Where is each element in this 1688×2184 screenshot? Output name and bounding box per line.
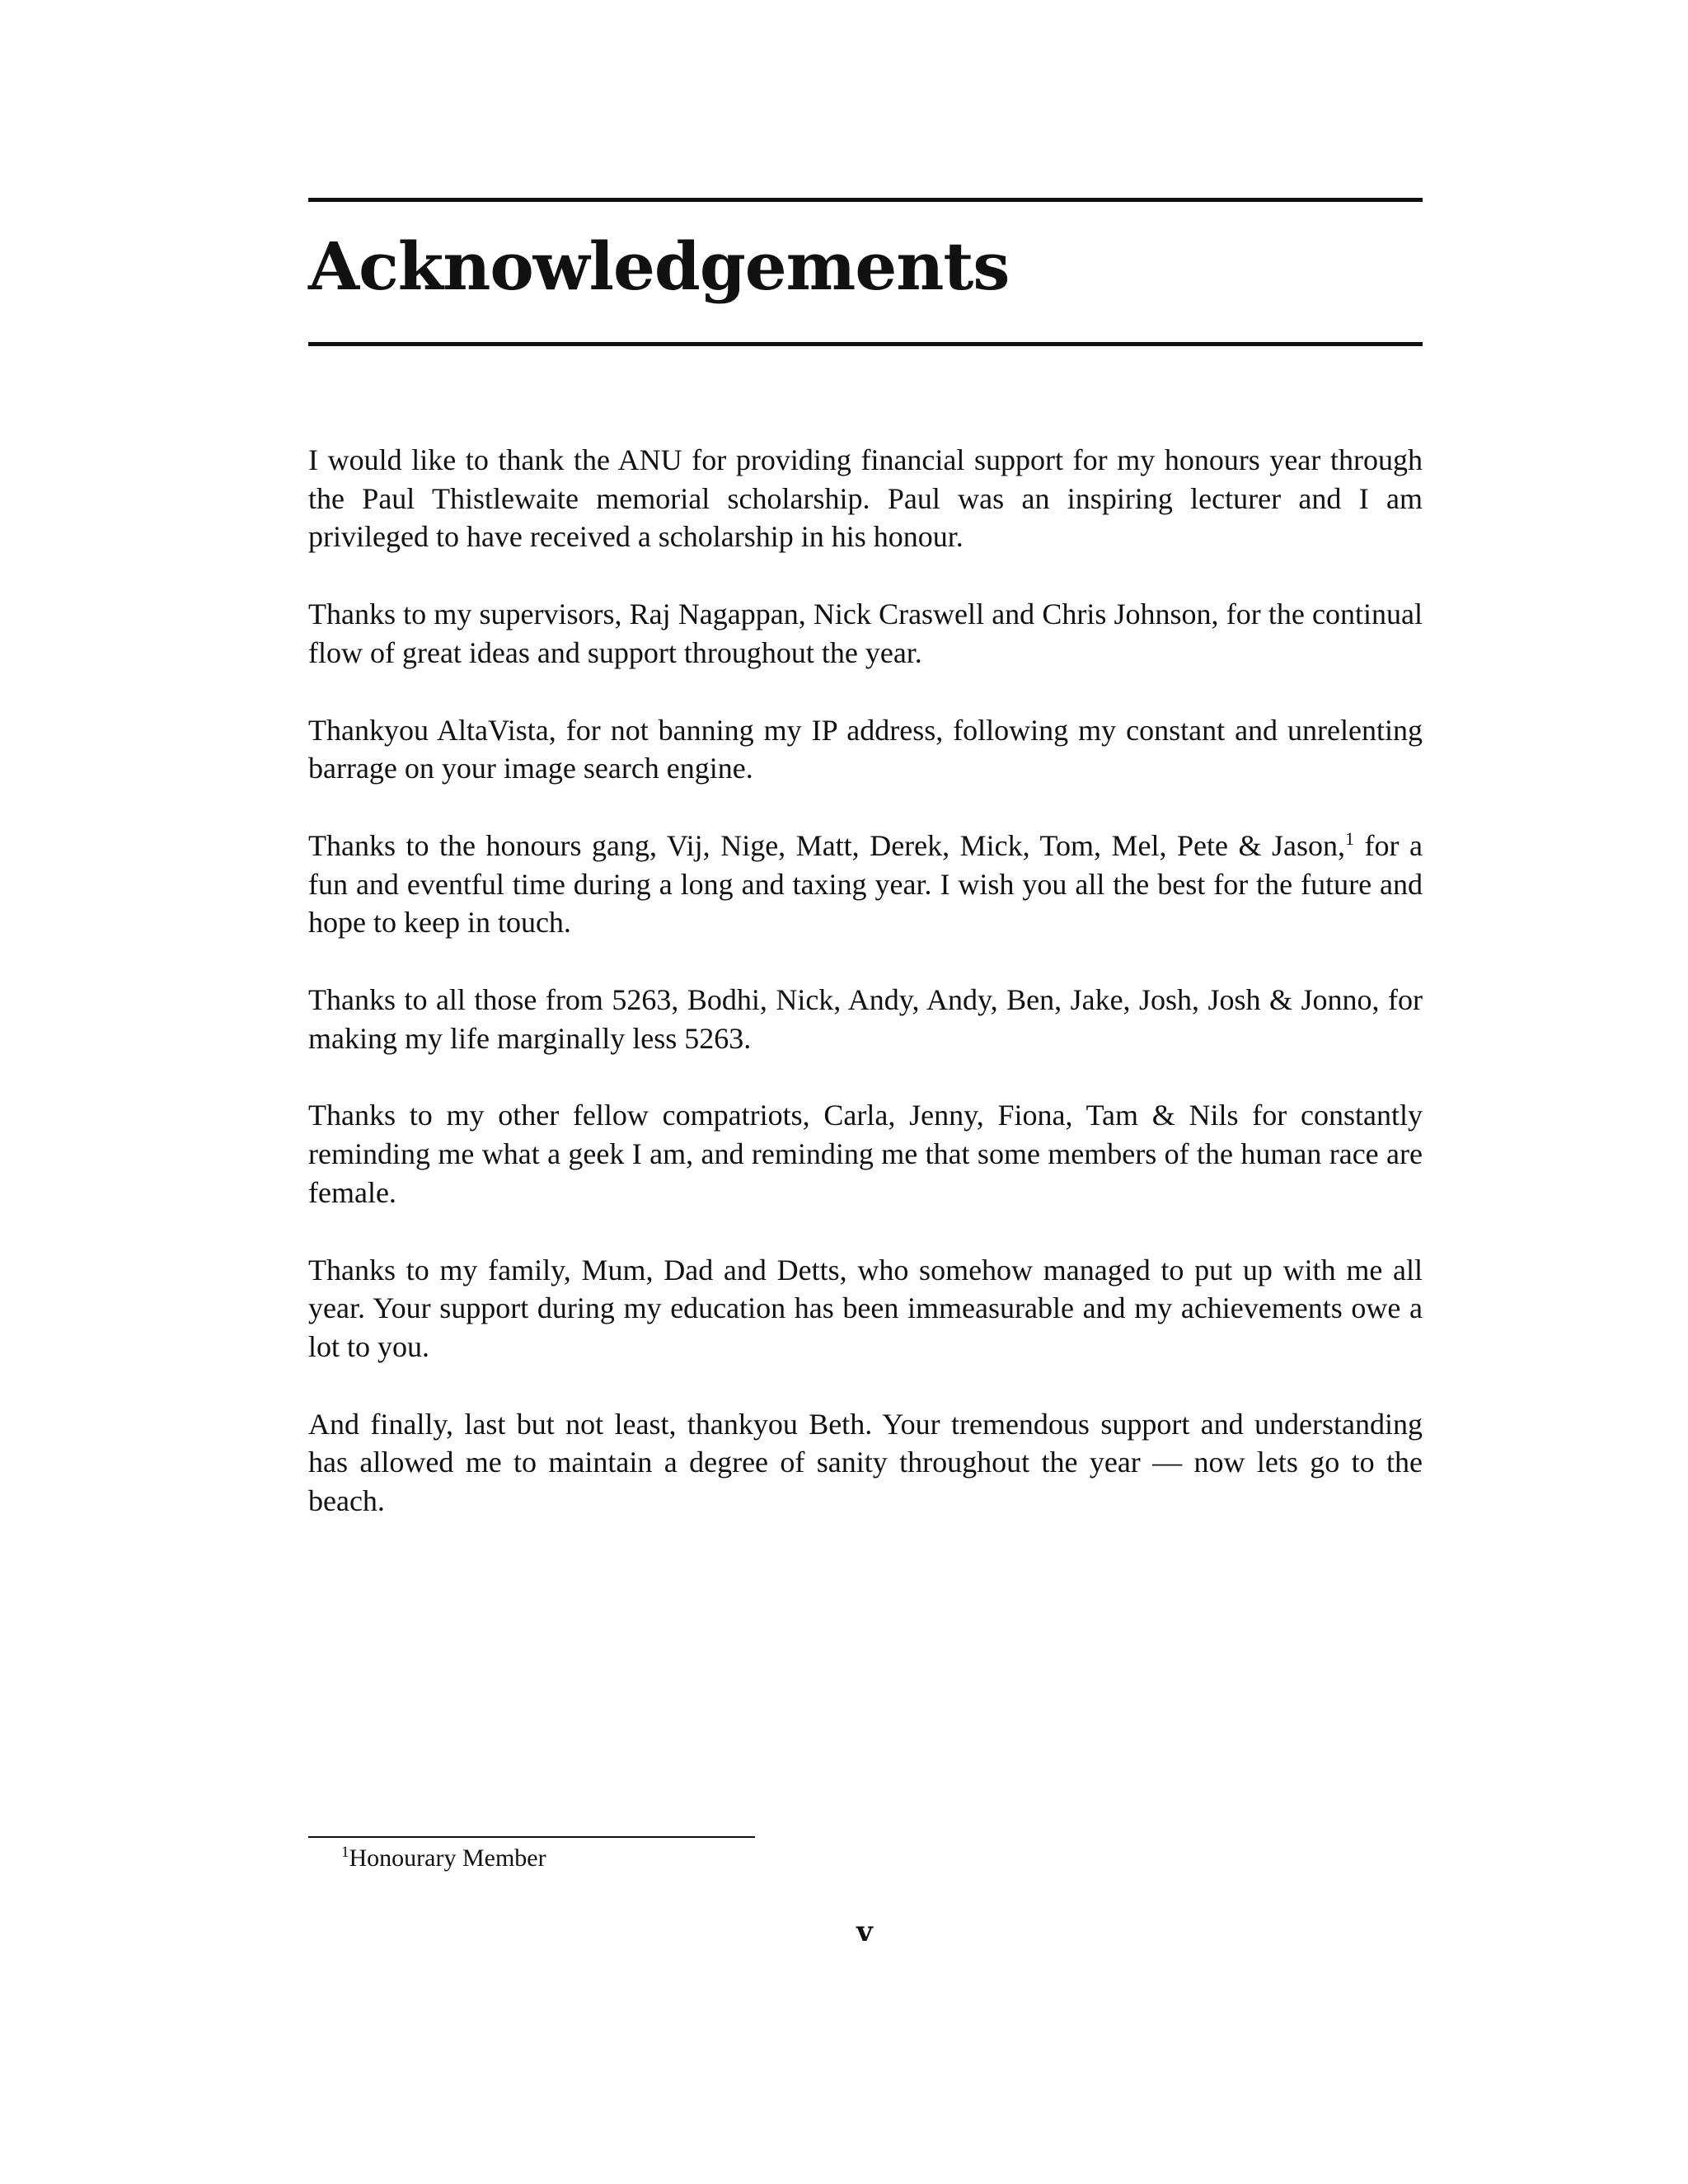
acknowledgements-body: [308, 441, 1423, 1559]
paragraph-family: Thanks to my family, Mum, Dad and Detts, who somehow managed to put up with me all year. Your support during my education has been immeasurable and my achievements owe a lot to you.: [308, 1253, 1423, 1363]
paragraph-supervisors: Thanks to my supervisors, Raj Nagappan, Nick Craswell and Chris Johnson, for the continual flow of great ideas and support throughout the year.: [308, 598, 1423, 669]
honours-gang-continuation: for a fun and eventful time during a long and taxing year. I wish you all the best for the future and hope to keep in touch.: [308, 828, 1423, 940]
title-rule-bottom: [308, 342, 1423, 346]
page-number: v: [856, 1915, 873, 1948]
honours-gang-text: Thanks to the honours gang, Vij, Nige, Matt, Derek, Mick, Tom, Mel, Pete & Jason,: [308, 828, 1345, 862]
title-rule-top: [308, 198, 1423, 202]
paragraph-compatriots: Thanks to my other fellow compatriots, Carla, Jenny, Fiona, Tam & Nils for constantly reminding me what a geek I am, and reminding me that some members of the human race are female.: [308, 1099, 1423, 1209]
footnote-reference[interactable]: 1: [1345, 827, 1354, 849]
paragraph-anu: I would like to thank the ANU for providing financial support for my honours year through the Paul Thistlewaite memorial scholarship. Paul was an inspiring lecturer and I am privileged to have received a scholarship in his honour.: [308, 443, 1423, 554]
footnote-text: Honourary Member: [349, 1844, 546, 1872]
chapter-title: Acknowledgements: [308, 227, 1010, 305]
footnote-rule: [308, 1836, 755, 1838]
paragraph-beth: And finally, last but not least, thankyou Beth. Your tremendous support and understanding has allowed me to maintain a degree of sanity throughout the year — now lets go to the beach.: [308, 1407, 1423, 1518]
paragraph-honours-gang: [308, 827, 1423, 942]
footnote-number: 1: [341, 1844, 349, 1861]
paragraph-altavista: Thankyou AltaVista, for not banning my IP address, following my constant and unrelenting barrage on your image search engine.: [308, 713, 1423, 785]
paragraph-5263: Thanks to all those from 5263, Bodhi, Nick, Andy, Andy, Ben, Jake, Josh, Josh & Jonno, for making my life marginally less 5263.: [308, 983, 1423, 1055]
footnote: [341, 1842, 546, 1875]
